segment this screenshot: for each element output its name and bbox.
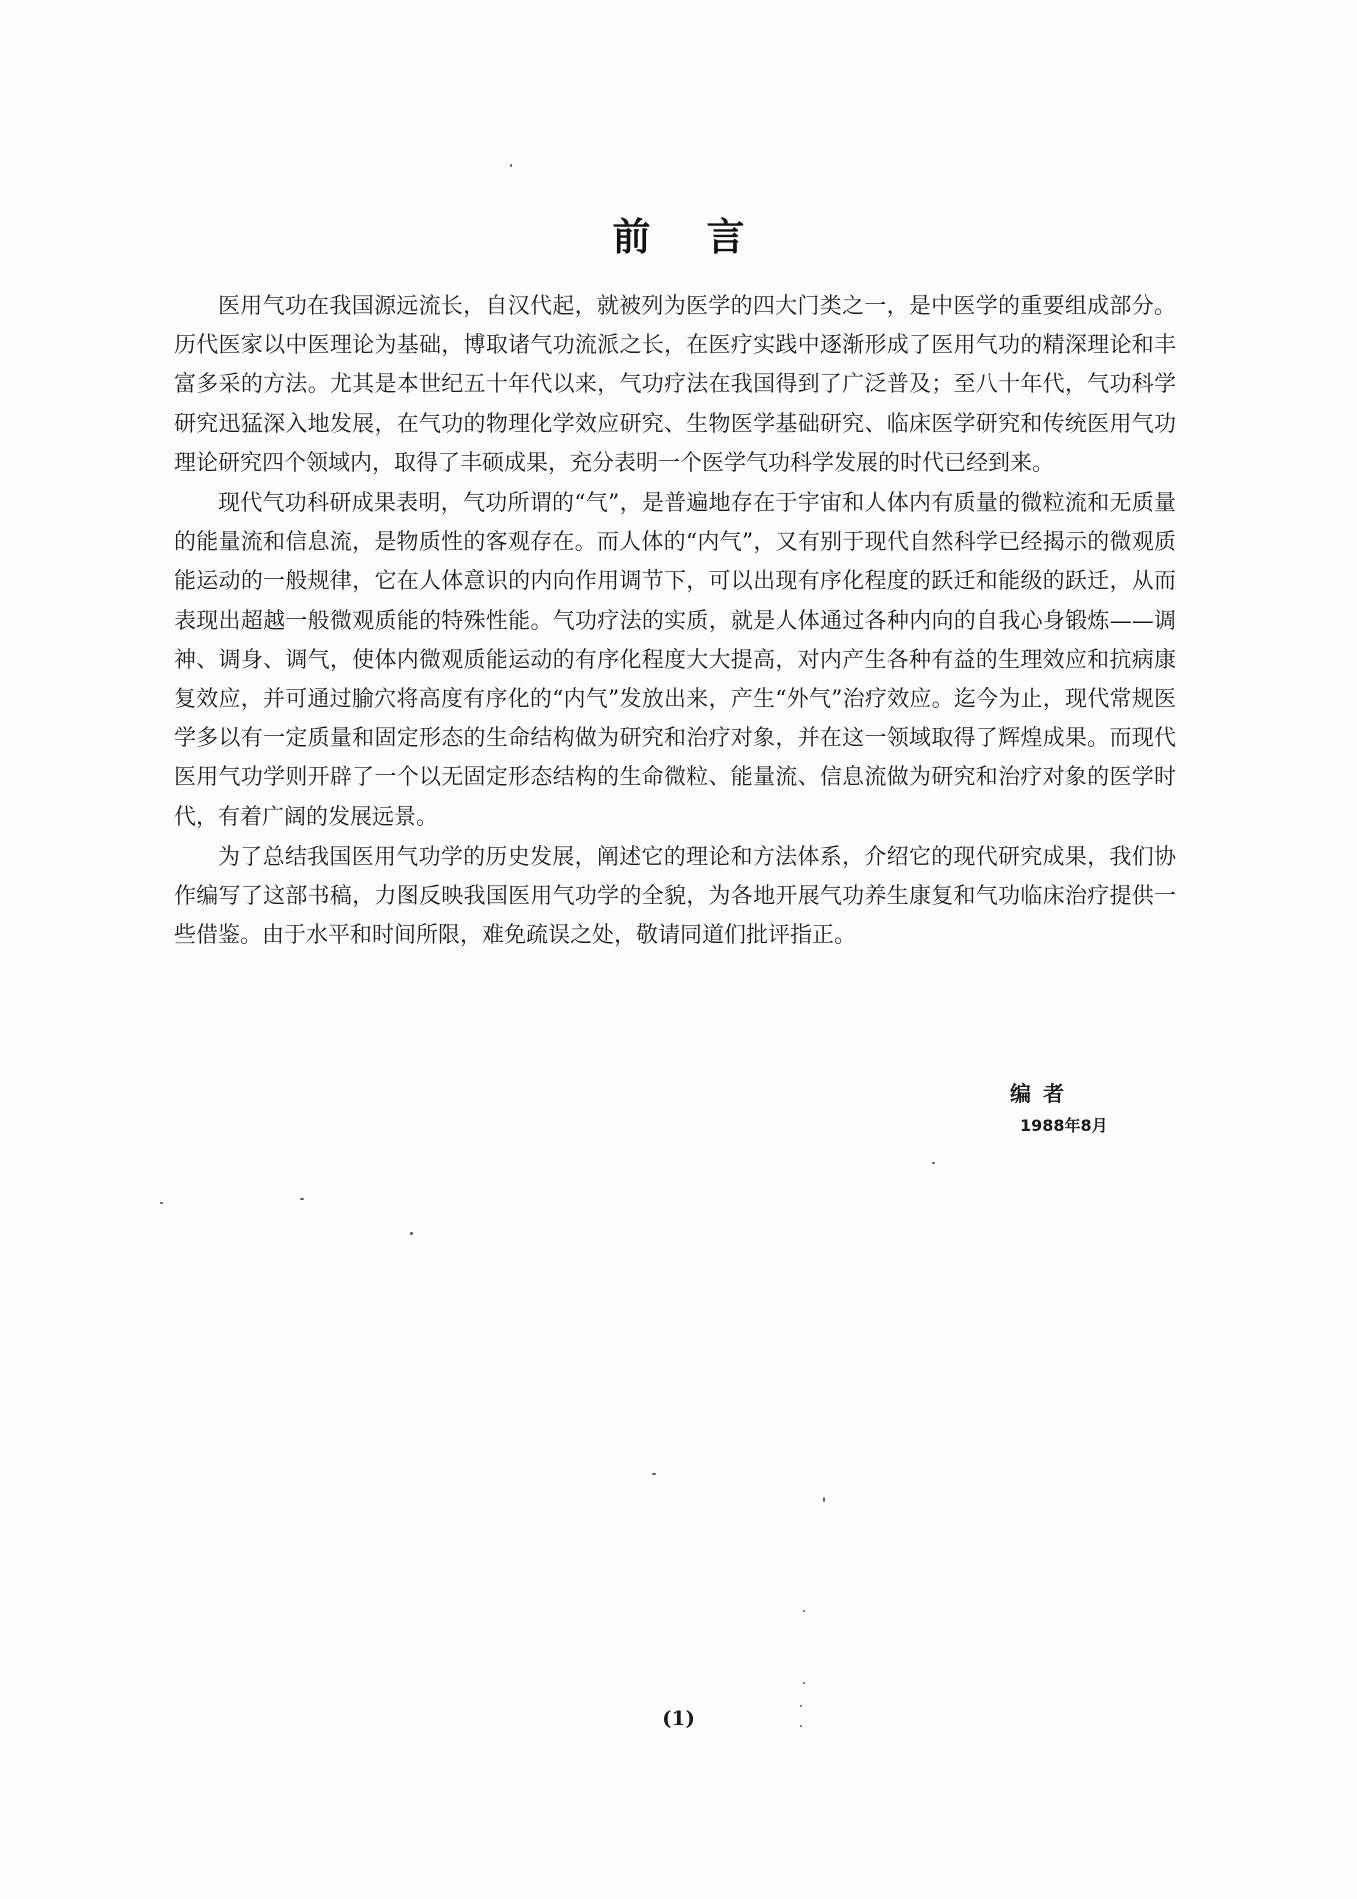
paragraph-2: 现代气功科研成果表明，气功所谓的“气”，是普遍地存在于宇宙和人体内有质量的微粒流和无质量的能量流和信息流，是物质性的客观存在。而人体的“内气”，又有别于现代自然科学已经揭示的微观质能运动的一般规律，它在人体意识的内向作用调节下，可以出现有序化程度的跃迁和能级的跃迁，从而表现出超越一般微观质能的特殊性能。气功疗法的实质，就是人体通过各种内向的自我心身锻炼——调神、调身、调气，使体内微观质能运动的有序化程度大大提高，对内产生各种有益的生理效应和抗病康复效应，并可通过腧穴将高度有序化的“内气”发放出来，产生“外气”治疗效应。迄今为止，现代常规医学多以有一定质量和固定形态的生命结构做为研究和治疗对象，并在这一领域取得了辉煌成果。而现代医用气功学则开辟了一个以无固定形态结构的生命微粒、能量流、信息流做为研究和治疗对象的医学时代，有着广阔的发展远景。 [174,491,1176,830]
scan-speck [800,1705,802,1707]
scan-speck [823,1497,825,1502]
scan-speck [652,1473,656,1475]
page-title-char-2: 言 [706,214,745,259]
scan-speck [803,1610,805,1612]
scan-speck [300,1198,304,1200]
scan-speck [410,1232,413,1235]
scan-speck [800,1725,802,1727]
author-signature: 编者 [1010,1081,1076,1106]
paragraph-3: 为了总结我国医用气功学的历史发展，阐述它的理论和方法体系，介绍它的现代研究成果，我们协作编写了这部书稿，力图反映我国医用气功学的全貌，为各地开展气功养生康复和气功临床治疗提供一些借鉴。由于水平和时间所限，难免疏误之处，敬请同道们批评指正。 [174,844,1176,949]
signature-date: 1988年8月 [1020,1116,1108,1135]
page-title-char-1: 前 [612,214,651,259]
page-title [0,212,1357,262]
scan-speck [160,1202,163,1204]
page-number: (1) [662,1706,695,1730]
scan-speck [803,1682,805,1684]
scan-speck [510,164,512,167]
scan-speck [932,1162,935,1164]
preface-body [174,287,1176,955]
paragraph-1: 医用气功在我国源远流长，自汉代起，就被列为医学的四大门类之一，是中医学的重要组成部分。历代医家以中医理论为基础，博取诸气功流派之长，在医疗实践中逐渐形成了医用气功的精深理论和丰富多采的方法。尤其是本世纪五十年代以来，气功疗法在我国得到了广泛普及；至八十年代，气功科学研究迅猛深入地发展，在气功的物理化学效应研究、生物医学基础研究、临床医学研究和传统医用气功理论研究四个领域内，取得了丰硕成果，充分表明一个医学气功科学发展的时代已经到来。 [174,294,1176,476]
